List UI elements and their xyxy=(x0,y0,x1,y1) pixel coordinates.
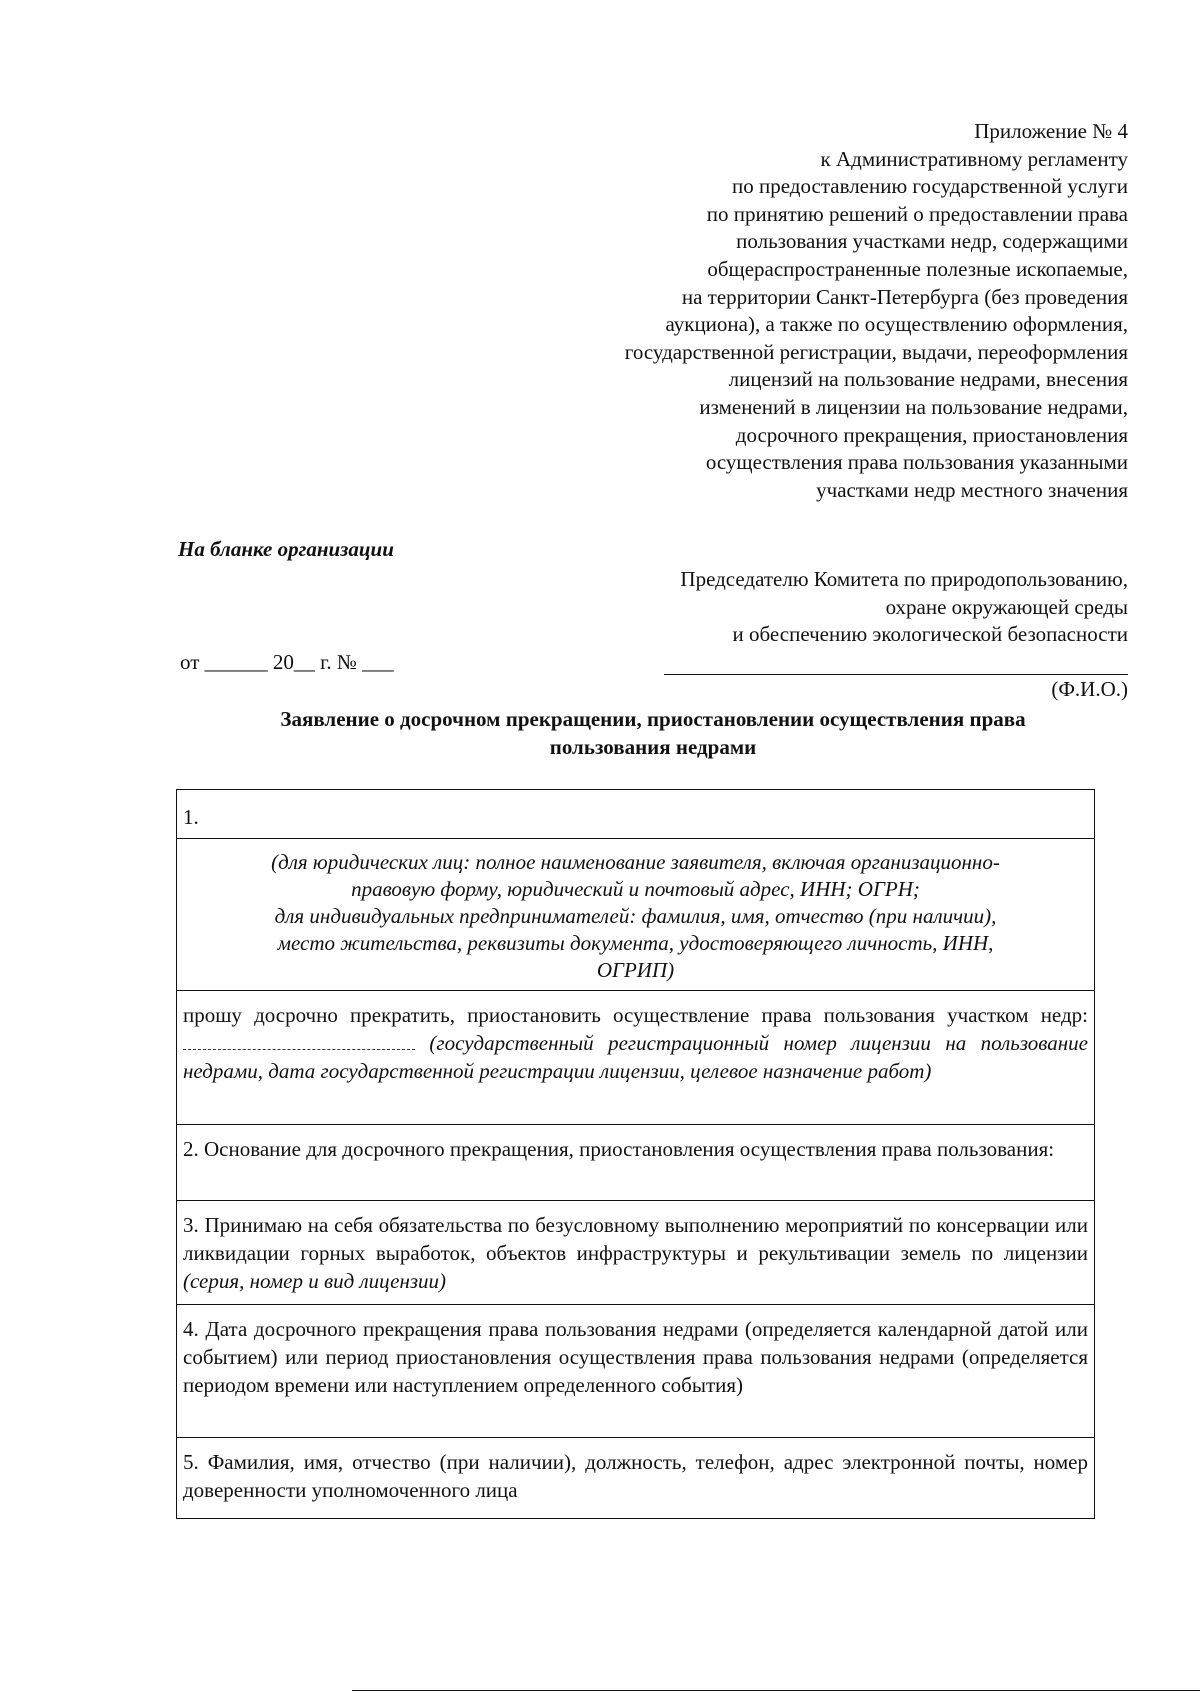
document-title xyxy=(178,705,1128,761)
application-form-table xyxy=(176,789,1095,1519)
license-number-field[interactable] xyxy=(183,1031,415,1050)
fio-label: (Ф.И.О.) xyxy=(1051,677,1128,701)
fio-blank-line[interactable] xyxy=(664,674,1128,675)
appendix-line: лицензий на пользование недрами, внесения xyxy=(728,367,1128,392)
addressee-line: Председателю Комитета по природопользованию, xyxy=(680,567,1128,591)
addressee-line: охране окружающей среды xyxy=(885,594,1128,619)
title-line: Заявление о досрочном прекращении, приостановлении осуществления права xyxy=(280,707,1026,731)
appendix-line: досрочного прекращения, приостановления xyxy=(735,422,1128,447)
appendix-line: изменений в лицензии на пользование недрами, xyxy=(699,394,1128,419)
hint-line: для индивидуальных предпринимателей: фамилия, имя, отчество (при наличии), xyxy=(274,904,997,928)
letterhead-note: На бланке организации xyxy=(178,537,394,561)
appendix-line: участками недр местного значения xyxy=(816,477,1128,502)
item-2-text: 2. Основание для досрочного прекращения, приостановления осуществления права пользования: xyxy=(183,1137,1055,1161)
appendix-line: на территории Санкт-Петербурга (без проведения xyxy=(681,284,1128,309)
appendix-line: к Административному регламенту xyxy=(820,146,1128,171)
appendix-header xyxy=(508,118,1128,504)
addressee-block xyxy=(508,566,1128,649)
request-hint: (государственный регистрационный номер лицензии на пользование недрами, дата государственной регистрации лицензии, целевое назначение работ) xyxy=(183,1031,1088,1083)
appendix-line: осуществления права пользования указанными xyxy=(705,450,1128,475)
applicant-hint xyxy=(177,838,1094,990)
appendix-line: Приложение № 4 xyxy=(974,119,1128,143)
title-line: пользования недрами xyxy=(549,735,757,759)
item-5-text: 5. Фамилия, имя, отчество (при наличии), должность, телефон, адрес электронной почты, номер доверенности уполномоченного лица xyxy=(183,1450,1088,1502)
appendix-line: по предоставлению государственной услуги xyxy=(732,174,1128,199)
appendix-line: государственной регистрации, выдачи, переоформления xyxy=(624,339,1128,364)
item-4-row[interactable] xyxy=(177,1304,1094,1437)
appendix-line: пользования участками недр, содержащими xyxy=(736,229,1128,254)
appendix-line: аукциона), а также по осуществлению оформления, xyxy=(665,312,1128,337)
applicant-blank-field[interactable] xyxy=(223,837,1092,838)
item-number: 1. xyxy=(183,805,199,829)
request-text: прошу досрочно прекратить, приостановить осуществление права пользования участком недр: xyxy=(183,1003,1088,1027)
item-3-row[interactable] xyxy=(177,1200,1094,1304)
addressee-line: и обеспечению экологической безопасности xyxy=(732,622,1128,647)
hint-line: ОГРИП) xyxy=(596,958,675,982)
request-row xyxy=(177,990,1094,1124)
hint-line: правовую форму, юридический и почтовый адрес, ИНН; ОГРН; xyxy=(351,877,920,901)
item-2-row[interactable] xyxy=(177,1124,1094,1200)
item-3-hint: (серия, номер и вид лицензии) xyxy=(183,1269,447,1293)
item-4-text: 4. Дата досрочного прекращения права пользования недрами (определяется календарной датой или событием) или период приостановления осуществления права пользования недрами (определяется периодом времени или наступлением определенного события) xyxy=(183,1317,1088,1397)
hint-line: (для юридических лиц: полное наименование заявителя, включая организационно- xyxy=(271,850,1000,874)
hint-line: место жительства, реквизиты документа, удостоверяющего личность, ИНН, xyxy=(277,931,994,955)
appendix-line: по принятию решений о предоставлении права xyxy=(706,201,1128,226)
date-number-line[interactable]: от ______ 20__ г. № ___ xyxy=(180,650,394,674)
appendix-line: общераспространенные полезные ископаемые, xyxy=(707,256,1128,281)
item-3-text: 3. Принимаю на себя обязательства по безусловному выполнению мероприятий по консервации или ликвидации горных выработок, объектов инфраструктуры и рекультивации земель по лицензии xyxy=(183,1213,1088,1265)
applicant-row[interactable] xyxy=(177,790,1094,838)
bottom-divider xyxy=(352,1690,1200,1691)
item-5-row[interactable] xyxy=(177,1437,1094,1518)
